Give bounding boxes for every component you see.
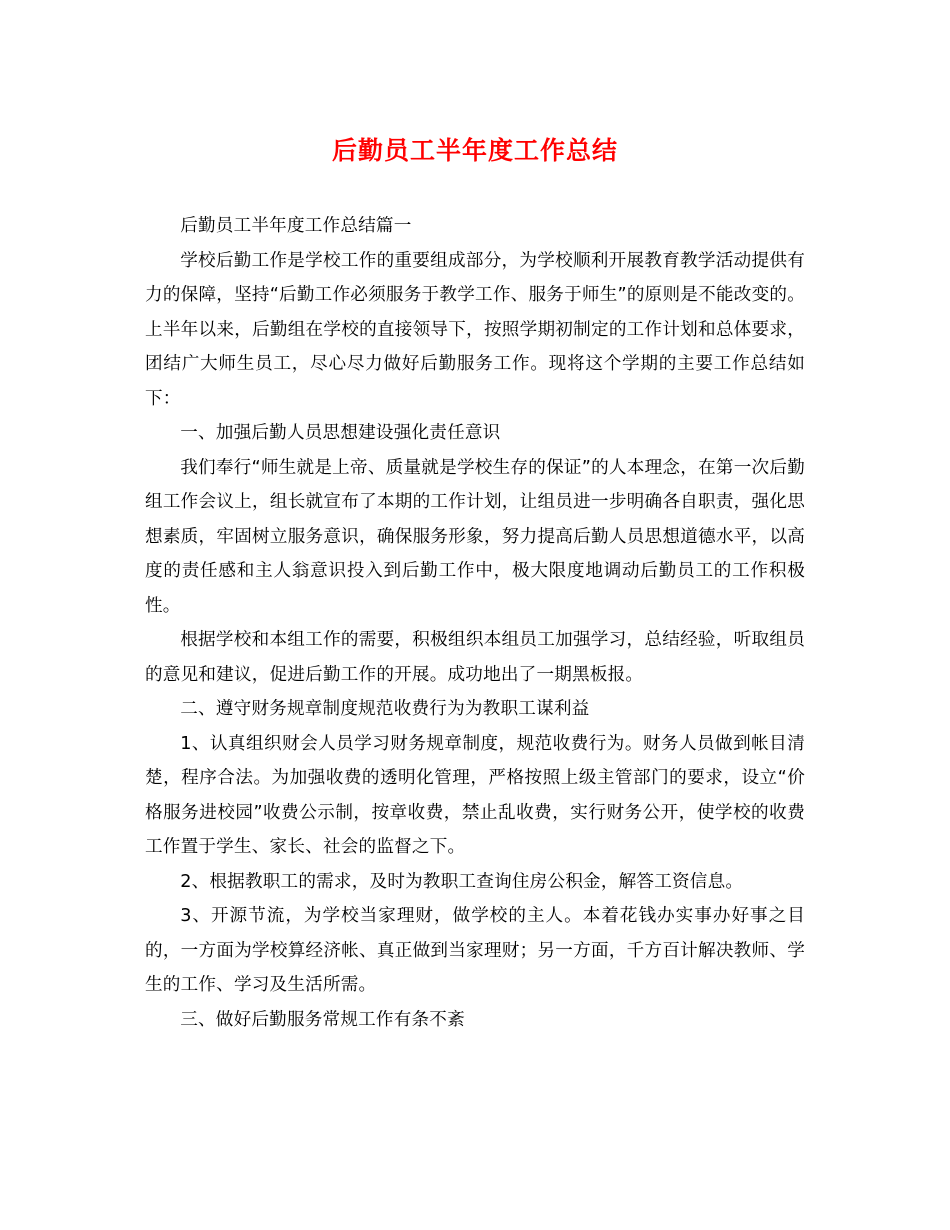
list-item: 1、认真组织财会人员学习财务规章制度，规范收费行为。财务人员做到帐目清楚，程序合法。为加强收费的透明化管理，严格按照上级主管部门的要求，设立“价格服务进校园”收费公示制，按章收费，禁止乱收费，实行财务公开，使学校的收费工作置于学生、家长、社会的监督之下。 bbox=[145, 733, 805, 857]
paragraph: 我们奉行“师生就是上帝、质量就是学校生存的保证”的人本理念，在第一次后勤组工作会议上，组长就宣布了本期的工作计划，让组员进一步明确各自职责，强化思想素质，牢固树立服务意识，确保服务形象，努力提高后勤人员思想道德水平，以高度的责任感和主人翁意识投入到后勤工作中，极大限度地调动后勤员工的工作积极性。 bbox=[145, 457, 805, 616]
paragraph-subtitle: 后勤员工半年度工作总结篇一 bbox=[180, 216, 412, 236]
section-heading-1: 一、加强后勤人员思想建设强化责任意识 bbox=[180, 423, 501, 443]
list-item: 2、根据教职工的需求，及时为教职工查询住房公积金，解答工资信息。 bbox=[180, 871, 744, 892]
section-heading-2: 二、遵守财务规章制度规范收费行为为教职工谋利益 bbox=[180, 699, 590, 719]
paragraph-intro: 学校后勤工作是学校工作的重要组成部分，为学校顺利开展教育教学活动提供有力的保障，坚持“后勤工作必须服务于教学工作、服务于师生”的原则是不能改变的。上半年以来，后勤组在学校的直接领导下，按照学期初制定的工作计划和总体要求，团结广大师生员工，尽心尽力做好后勤服务工作。现将这个学期的主要工作总结如下： bbox=[145, 250, 805, 409]
document-title: 后勤员工半年度工作总结 bbox=[331, 136, 618, 165]
section-heading-3: 三、做好后勤服务常规工作有条不紊 bbox=[180, 1009, 465, 1030]
paragraph: 根据学校和本组工作的需要，积极组织本组员工加强学习，总结经验，听取组员的意见和建议，促进后勤工作的开展。成功地出了一期黑板报。 bbox=[145, 630, 805, 685]
document-body bbox=[145, 209, 805, 1037]
list-item: 3、开源节流，为学校当家理财，做学校的主人。本着花钱办实事办好事之目的，一方面为学校算经济帐、真正做到当家理财；另一方面，千方百计解决教师、学生的工作、学习及生活所需。 bbox=[145, 906, 805, 995]
